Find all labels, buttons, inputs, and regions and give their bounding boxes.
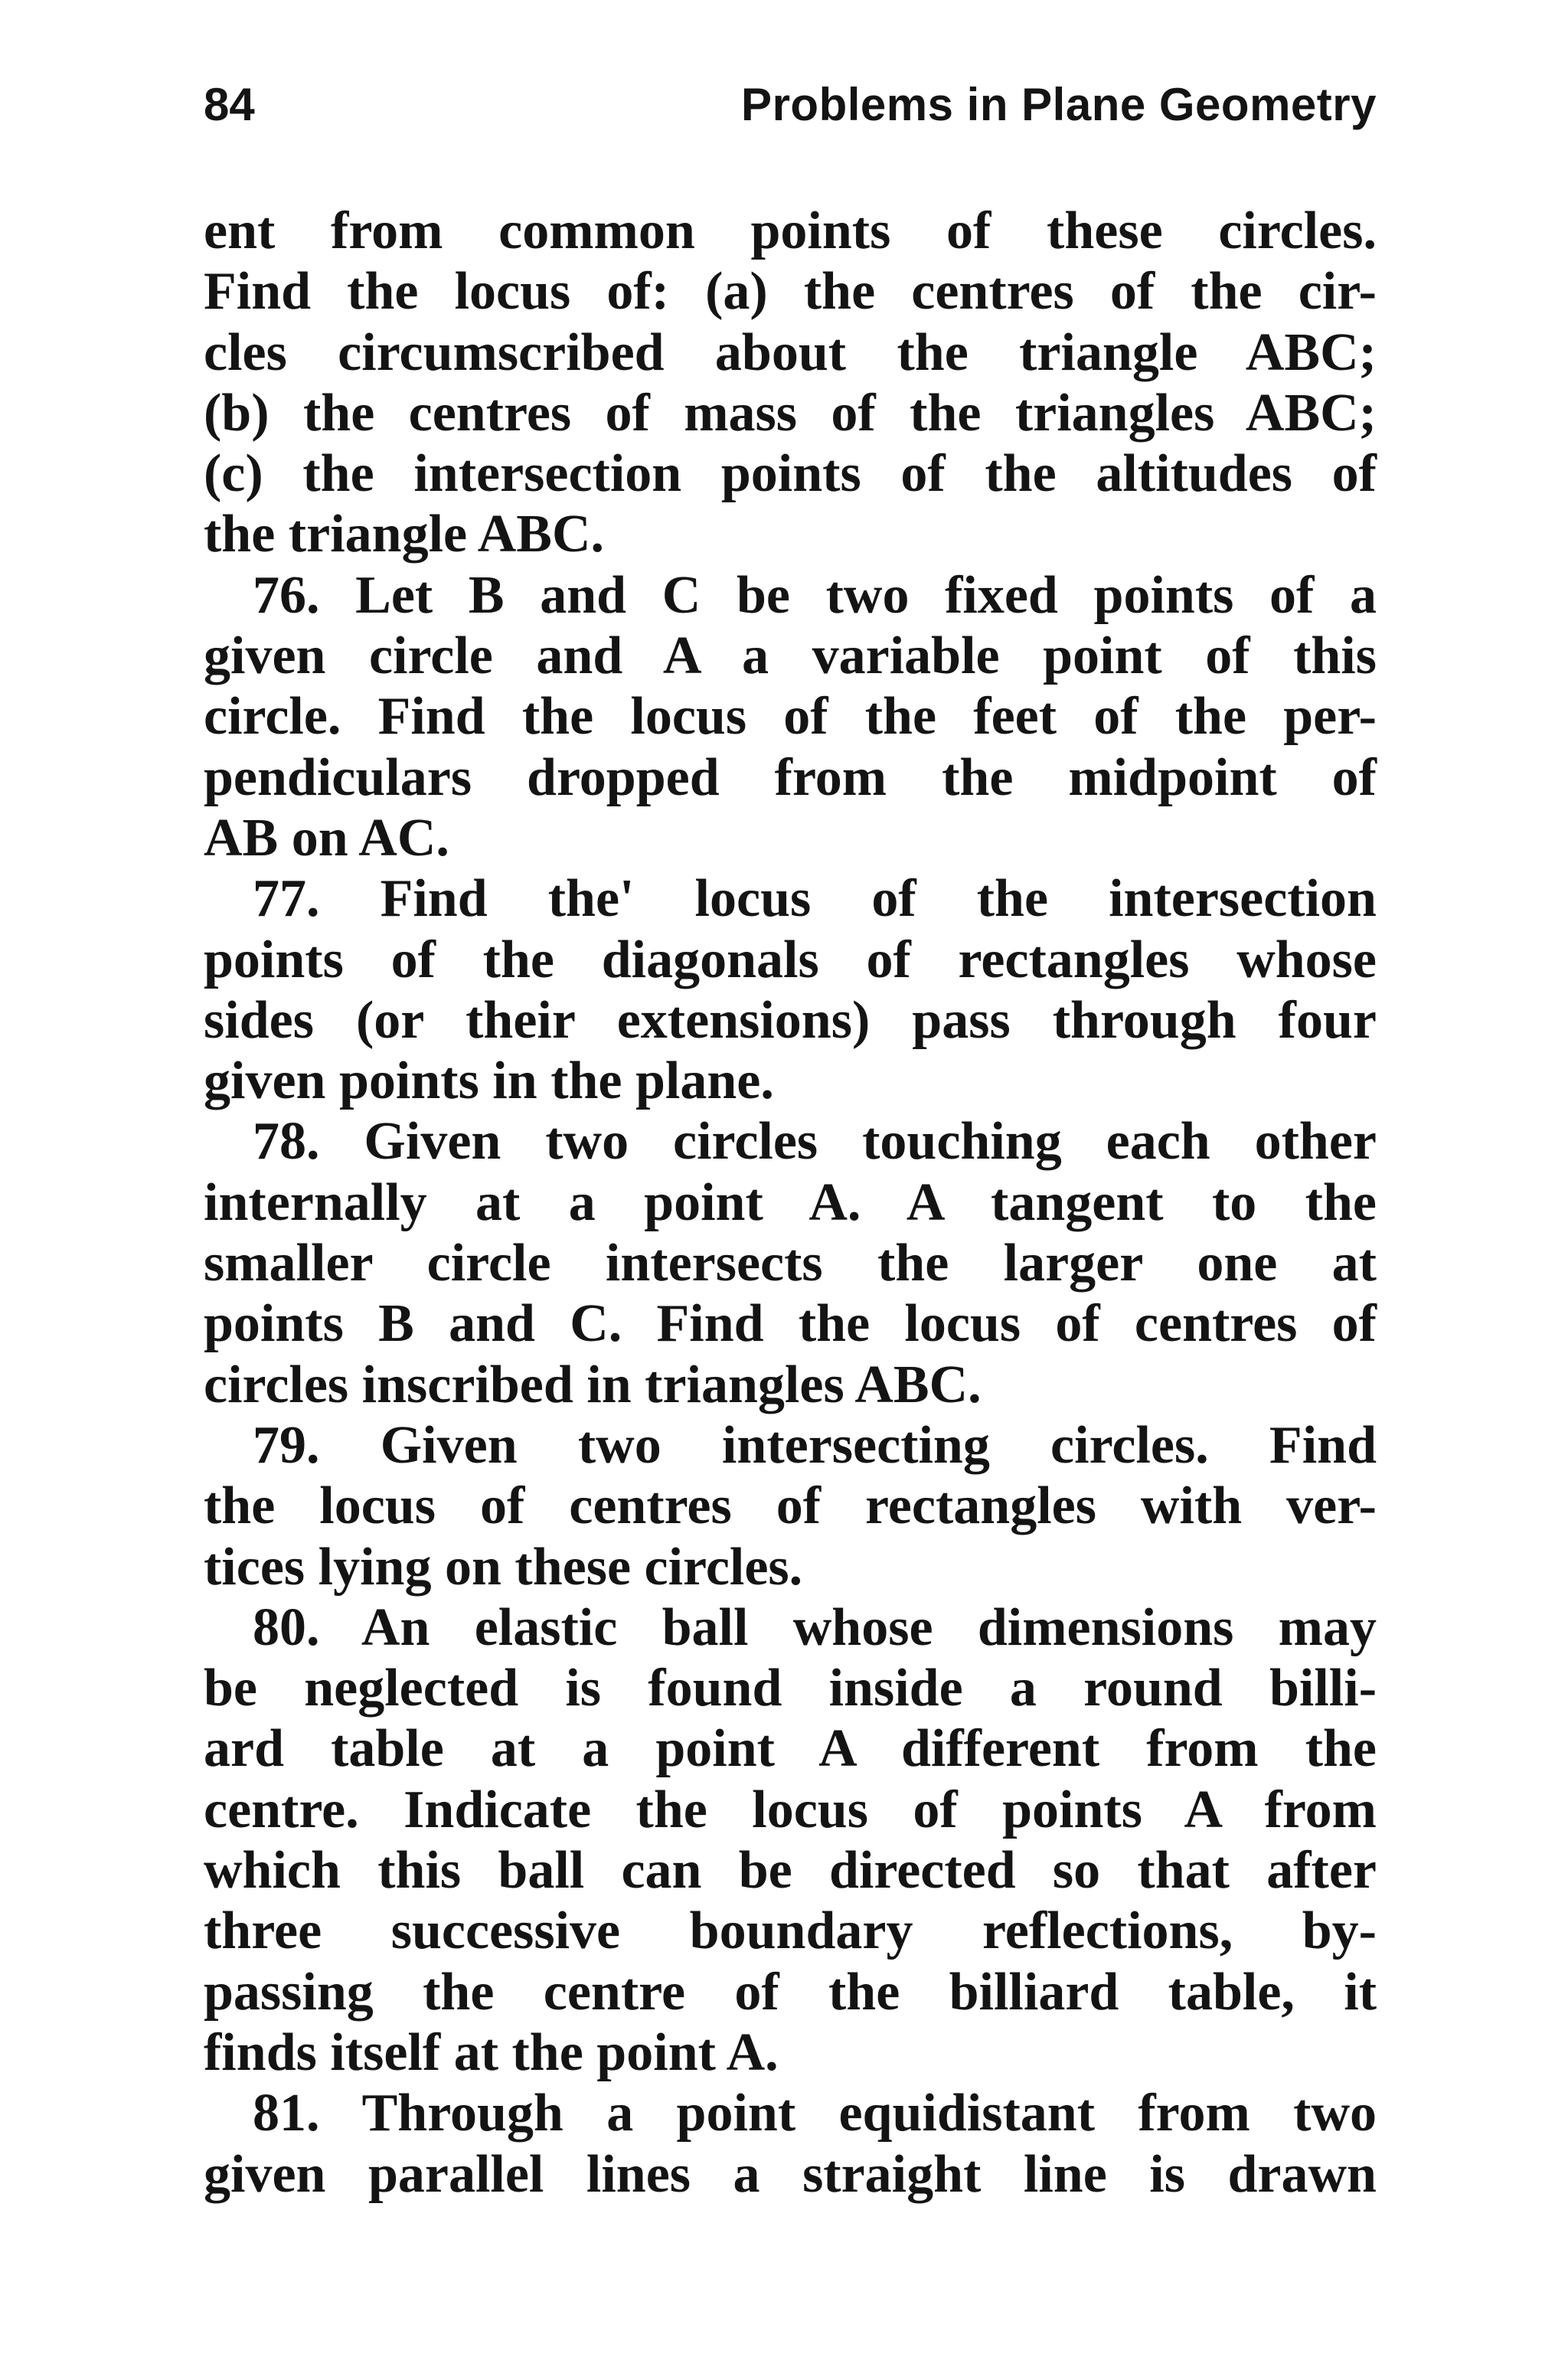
text-line: circles inscribed in triangles ABC. — [204, 1355, 982, 1414]
text-line: three successive boundary reflections, by- — [204, 1901, 1377, 1961]
text-line: given circle and A a variable point of this — [204, 626, 1377, 686]
text-line: points B and C. Find the locus of centres of — [204, 1294, 1377, 1354]
problem-81-start: 81. Through a point equidistant from two — [253, 2084, 1377, 2143]
text-line: centre. Indicate the locus of points A from — [204, 1780, 1377, 1839]
text-line: given parallel lines a straight line is drawn — [204, 2144, 1377, 2204]
problem-77-start: 77. Find the' locus of the intersection — [253, 869, 1377, 929]
page-header — [204, 70, 1377, 139]
text-line: Find the locus of: (a) the centres of the cir- — [204, 262, 1377, 322]
text-line: points of the diagonals of rectangles whose — [204, 930, 1377, 989]
text-line: sides (or their extensions) pass through four — [204, 990, 1377, 1050]
text-line: (c) the intersection points of the altitudes of — [204, 444, 1377, 504]
text-line: pendiculars dropped from the midpoint of — [204, 747, 1377, 807]
problem-76-start: 76. Let B and C be two fixed points of a — [253, 565, 1377, 625]
problem-80-start: 80. An elastic ball whose dimensions may — [253, 1597, 1377, 1657]
problem-78-start: 78. Given two circles touching each other — [253, 1112, 1377, 1172]
text-line: the locus of centres of rectangles with ver- — [204, 1476, 1377, 1536]
text-line: AB on AC. — [204, 808, 449, 868]
problem-79-start: 79. Given two intersecting circles. Find — [253, 1415, 1377, 1475]
text-line: tices lying on these circles. — [204, 1537, 803, 1597]
text-line: finds itself at the point A. — [204, 2022, 779, 2082]
text-line: ent from common points of these circles. — [204, 201, 1377, 260]
text-line: passing the centre of the billiard table, it — [204, 1962, 1377, 2022]
text-line: circle. Find the locus of the feet of the per- — [204, 687, 1377, 747]
text-line: internally at a point A. A tangent to the — [204, 1172, 1377, 1232]
text-line: given points in the plane. — [204, 1051, 774, 1111]
text-line: be neglected is found inside a round billi- — [204, 1659, 1377, 1718]
problem-text — [204, 201, 1377, 2205]
text-line: (b) the centres of mass of the triangles ABC; — [204, 383, 1377, 443]
text-line: ard table at a point A different from the — [204, 1719, 1377, 1779]
text-line: the triangle ABC. — [204, 505, 605, 564]
text-line: smaller circle intersects the larger one at — [204, 1234, 1377, 1293]
running-title: Problems in Plane Geometry — [741, 79, 1377, 130]
page-number: 84 — [204, 79, 255, 130]
text-line: cles circumscribed about the triangle ABC; — [204, 322, 1377, 382]
text-line: which this ball can be directed so that after — [204, 1841, 1377, 1901]
